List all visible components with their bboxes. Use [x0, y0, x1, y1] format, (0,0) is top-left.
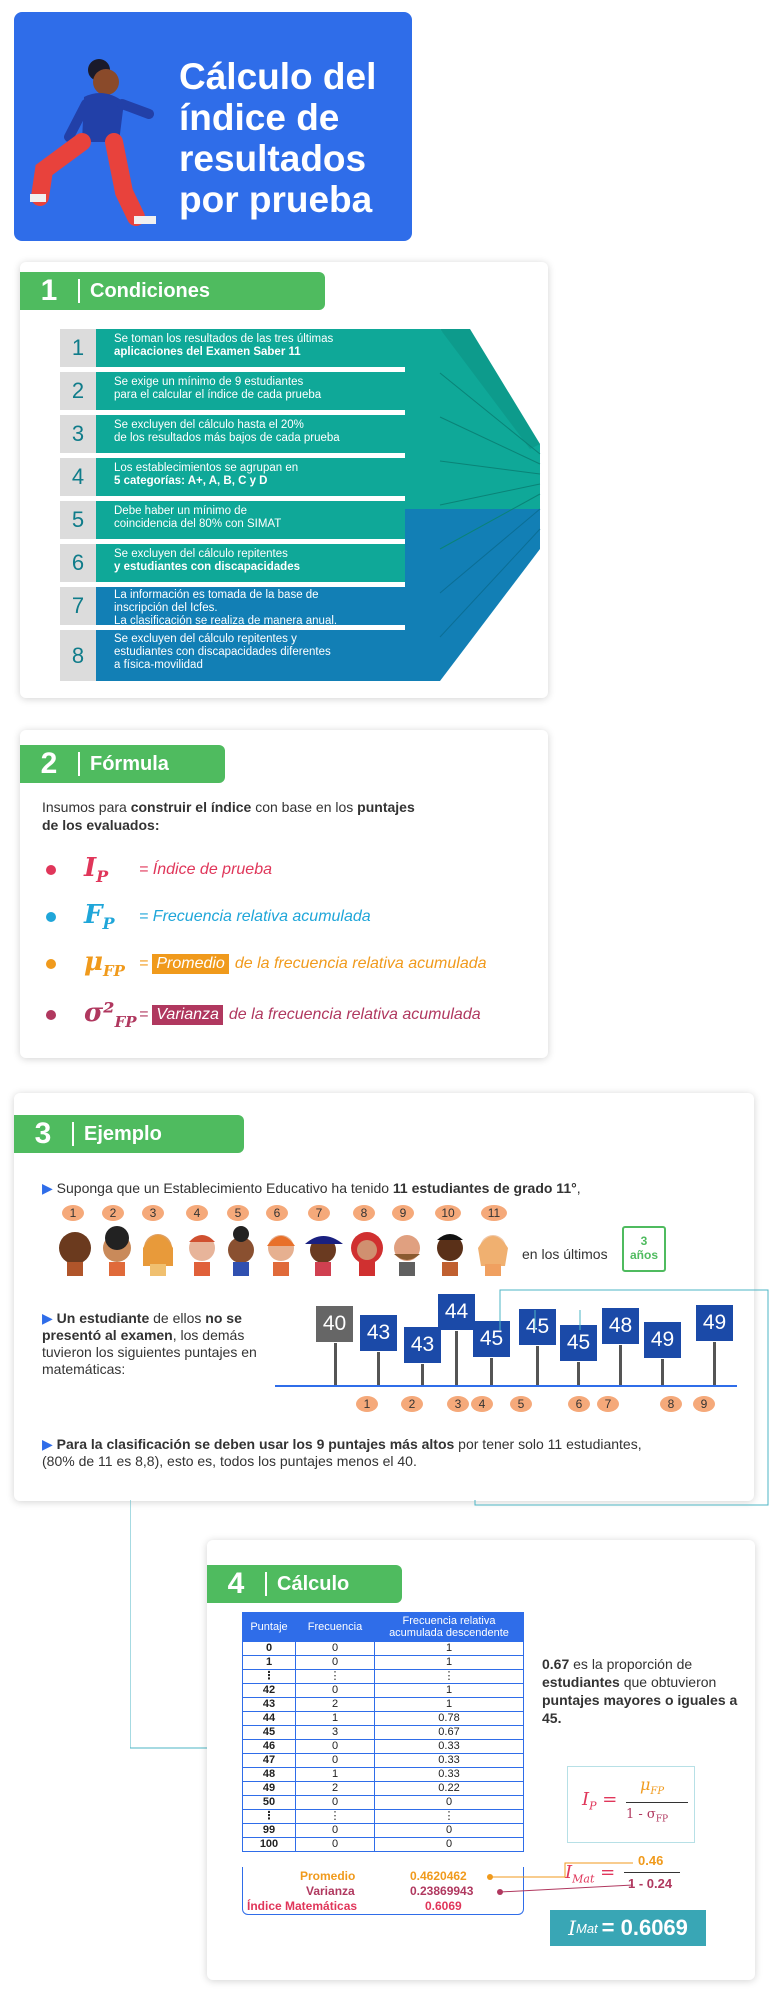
condition-number: 1: [60, 329, 96, 367]
runner-illustration-icon: [24, 42, 164, 237]
table-cell: 99: [243, 1824, 296, 1838]
indice-value: 0.6069: [425, 1899, 462, 1913]
table-cell: 3: [296, 1726, 375, 1740]
condition-number: 3: [60, 415, 96, 453]
student-number-badge: 9: [392, 1205, 414, 1221]
table-cell: 2: [296, 1782, 375, 1796]
table-cell: 0: [296, 1824, 375, 1838]
table-cell: 0: [375, 1824, 524, 1838]
condition-row: [60, 544, 405, 582]
table-cell: ⋮: [296, 1670, 375, 1684]
student-number-badge: 5: [227, 1205, 249, 1221]
student-number-badge: 4: [186, 1205, 208, 1221]
promedio-value: 0.4620462: [410, 1869, 467, 1883]
condition-number: 2: [60, 372, 96, 410]
imat-denominator: 1 - 0.24: [628, 1876, 673, 1891]
score-sign: 43: [360, 1315, 397, 1351]
section-number: 4: [227, 1567, 245, 1600]
score-sign: 49: [696, 1305, 733, 1341]
section-number: 2: [40, 747, 58, 780]
condition-row: [60, 329, 405, 367]
section-title: Cálculo: [277, 1572, 350, 1595]
table-cell: 0: [375, 1796, 524, 1810]
table-cell: 0.33: [375, 1754, 524, 1768]
general-formula: $I_P$ = $\mu_{FP}$ $1 - \sigma_{FP}$: [567, 1766, 695, 1843]
table-cell: 0.22: [375, 1782, 524, 1796]
value-connectors: [485, 1855, 635, 1895]
table-cell: 1: [296, 1768, 375, 1782]
table-row: [243, 1712, 524, 1726]
condition-text: Se excluyen del cálculo hasta el 20% de los resultados más bajos de cada prueba: [96, 415, 405, 453]
section-1-label: [20, 272, 325, 310]
rank-badge: 9: [693, 1396, 715, 1412]
table-row: [243, 1642, 524, 1656]
table-row: [243, 1782, 524, 1796]
varianza-value: 0.23869943: [410, 1884, 474, 1898]
table-cell: 48: [243, 1768, 296, 1782]
condition-number: 4: [60, 458, 96, 496]
formula-intro: Insumos para construir el índice con base en los puntajes de los evaluados:: [42, 799, 415, 833]
table-cell: 0: [296, 1796, 375, 1810]
table-row: [243, 1796, 524, 1810]
table-cell: 49: [243, 1782, 296, 1796]
table-cell: 50: [243, 1796, 296, 1810]
score-sign: 45: [560, 1325, 597, 1361]
condition-number: 5: [60, 501, 96, 539]
calendar-icon: 3 años: [622, 1226, 666, 1272]
score-sign: 49: [644, 1322, 681, 1358]
table-cell: 0: [243, 1642, 296, 1656]
formula-row-sigma: $\sigma^2_{FP}$ = Varianza de la frecuencia relativa acumulada: [46, 998, 481, 1031]
rank-badge: 5: [510, 1396, 532, 1412]
rank-badge: 8: [660, 1396, 682, 1412]
score-sign: 45: [473, 1321, 510, 1357]
table-cell: ⋮: [243, 1810, 296, 1824]
table-cell: 44: [243, 1712, 296, 1726]
indice-label: Índice Matemáticas: [247, 1899, 358, 1913]
section-number: 3: [34, 1117, 52, 1150]
result-box: I Mat = 0.6069: [550, 1910, 706, 1946]
table-row: [243, 1810, 524, 1824]
formula-row-fp: $F_P$ = Frecuencia relativa acumulada: [46, 900, 371, 933]
condition-row: [60, 415, 405, 453]
section-4-label: [207, 1565, 402, 1603]
rank-badge: 4: [471, 1396, 493, 1412]
score-sign: 43: [404, 1327, 441, 1363]
table-cell: 2: [296, 1698, 375, 1712]
rank-badge: 2: [401, 1396, 423, 1412]
student-number-badge: 1: [62, 1205, 84, 1221]
student-number-badge: 8: [353, 1205, 375, 1221]
table-cell: 0.33: [375, 1768, 524, 1782]
imat-numerator: 0.46: [638, 1853, 664, 1868]
score-sign: 44: [438, 1294, 475, 1330]
last-years-text: en los últimos: [522, 1246, 608, 1262]
table-cell: 0.33: [375, 1740, 524, 1754]
section-2-label: [20, 745, 225, 783]
rank-badge: 1: [356, 1396, 378, 1412]
table-cell: 0: [296, 1656, 375, 1670]
imat-formula: $I_{Mat}$ =: [565, 1862, 616, 1886]
table-cell: 1: [375, 1656, 524, 1670]
table-row: [243, 1656, 524, 1670]
table-cell: 42: [243, 1684, 296, 1698]
table-row: [243, 1768, 524, 1782]
formula-row-ip: $I_P$ = Índice de prueba: [46, 853, 272, 886]
table-row: [243, 1670, 524, 1684]
table-cell: 1: [296, 1712, 375, 1726]
table-cell: 0.67: [375, 1726, 524, 1740]
condition-row: [60, 372, 405, 410]
header-banner: [14, 12, 412, 241]
rank-badge: 7: [597, 1396, 619, 1412]
table-row: [243, 1838, 524, 1852]
student-number-badge: 3: [142, 1205, 164, 1221]
student-number-badge: 6: [266, 1205, 288, 1221]
table-cell: 45: [243, 1726, 296, 1740]
table-cell: 0: [375, 1838, 524, 1852]
proportion-note: 0.67 es la proporción de estudiantes que obtuvieron puntajes mayores o iguales a 45.: [542, 1656, 738, 1726]
table-cell: ⋮: [375, 1810, 524, 1824]
condition-text: Se toman los resultados de las tres últimas aplicaciones del Examen Saber 11: [96, 329, 405, 367]
example-paragraph-1: ▶ Suponga que un Establecimiento Educativo ha tenido 11 estudiantes de grado 11°,: [42, 1180, 581, 1196]
promedio-label: Promedio: [300, 1869, 356, 1883]
condition-text: La información es tomada de la base de inscripción del Icfes. La clasificación se realiza de manera anual.: [96, 587, 405, 625]
student-number-badge: 7: [308, 1205, 330, 1221]
table-cell: 0: [296, 1642, 375, 1656]
table-row: [243, 1754, 524, 1768]
table-cell: 43: [243, 1698, 296, 1712]
student-number-badge: 10: [435, 1205, 461, 1221]
page-title: Cálculo del índice de resultados por prueba: [179, 56, 377, 220]
condition-number: 6: [60, 544, 96, 582]
score-sign: 48: [602, 1308, 639, 1344]
table-cell: 0: [296, 1838, 375, 1852]
table-row: [243, 1824, 524, 1838]
condition-row: [60, 501, 405, 539]
summary-box: [242, 1867, 524, 1915]
table-cell: 1: [375, 1698, 524, 1712]
condition-number: 7: [60, 587, 96, 625]
table-cell: 100: [243, 1838, 296, 1852]
section-title: Condiciones: [90, 279, 211, 302]
example-paragraph-2: ▶ Un estudiante de ellos no se presentó al examen, los demás tuvieron los siguientes puntajes en matemáticas:: [42, 1310, 257, 1377]
varianza-label: Varianza: [306, 1884, 355, 1898]
table-cell: 0.78: [375, 1712, 524, 1726]
table-cell: 0: [296, 1740, 375, 1754]
condition-text: Debe haber un mínimo de coincidencia del 80% con SIMAT: [96, 501, 405, 539]
condition-number: 8: [60, 630, 96, 681]
section-number: 1: [40, 274, 58, 307]
score-sign: 40: [316, 1306, 353, 1342]
example-paragraph-3: ▶ Para la clasificación se deben usar los 9 puntajes más altos por tener solo 11 estudiantes, (80% de 11 es 8,8), esto es, todos los puntajes menos el 40.: [42, 1436, 642, 1469]
condition-row: [60, 458, 405, 496]
table-cell: ⋮: [375, 1670, 524, 1684]
student-number-badge: 2: [102, 1205, 124, 1221]
formula-row-mu: $\mu_{FP}$ = Promedio de la frecuencia relativa acumulada: [46, 947, 487, 980]
condition-text: Se excluyen del cálculo repitentes y estudiantes con discapacidades diferentes a física-movilidad: [96, 630, 405, 681]
rank-badge: 3: [447, 1396, 469, 1412]
column-header: Frecuencia: [296, 1613, 375, 1642]
score-sign: 45: [519, 1309, 556, 1345]
table-row: [243, 1740, 524, 1754]
table-cell: ⋮: [243, 1670, 296, 1684]
table-cell: ⋮: [296, 1810, 375, 1824]
condition-text: Los establecimientos se agrupan en 5 categorías: A+, A, B, C y D: [96, 458, 405, 496]
condition-row: [60, 630, 405, 681]
condition-text: Se excluyen del cálculo repitentes y estudiantes con discapacidades: [96, 544, 405, 582]
table-cell: 1: [375, 1684, 524, 1698]
table-row: [243, 1684, 524, 1698]
section-title: Fórmula: [90, 752, 169, 775]
table-cell: 46: [243, 1740, 296, 1754]
section-3-label: [14, 1115, 244, 1153]
table-cell: 1: [243, 1656, 296, 1670]
condition-row: [60, 587, 405, 625]
section-title: Ejemplo: [84, 1122, 162, 1145]
table-row: [243, 1726, 524, 1740]
column-header: Puntaje: [243, 1613, 296, 1642]
rank-badge: 6: [568, 1396, 590, 1412]
column-header: Frecuencia relativa acumulada descendente: [375, 1613, 524, 1642]
table-cell: 47: [243, 1754, 296, 1768]
condition-text: Se exige un mínimo de 9 estudiantes para el calcular el índice de cada prueba: [96, 372, 405, 410]
table-cell: 0: [296, 1684, 375, 1698]
frequency-table: [242, 1612, 524, 1852]
table-cell: 1: [375, 1642, 524, 1656]
table-cell: 0: [296, 1754, 375, 1768]
table-row: [243, 1698, 524, 1712]
student-number-badge: 11: [481, 1205, 507, 1221]
